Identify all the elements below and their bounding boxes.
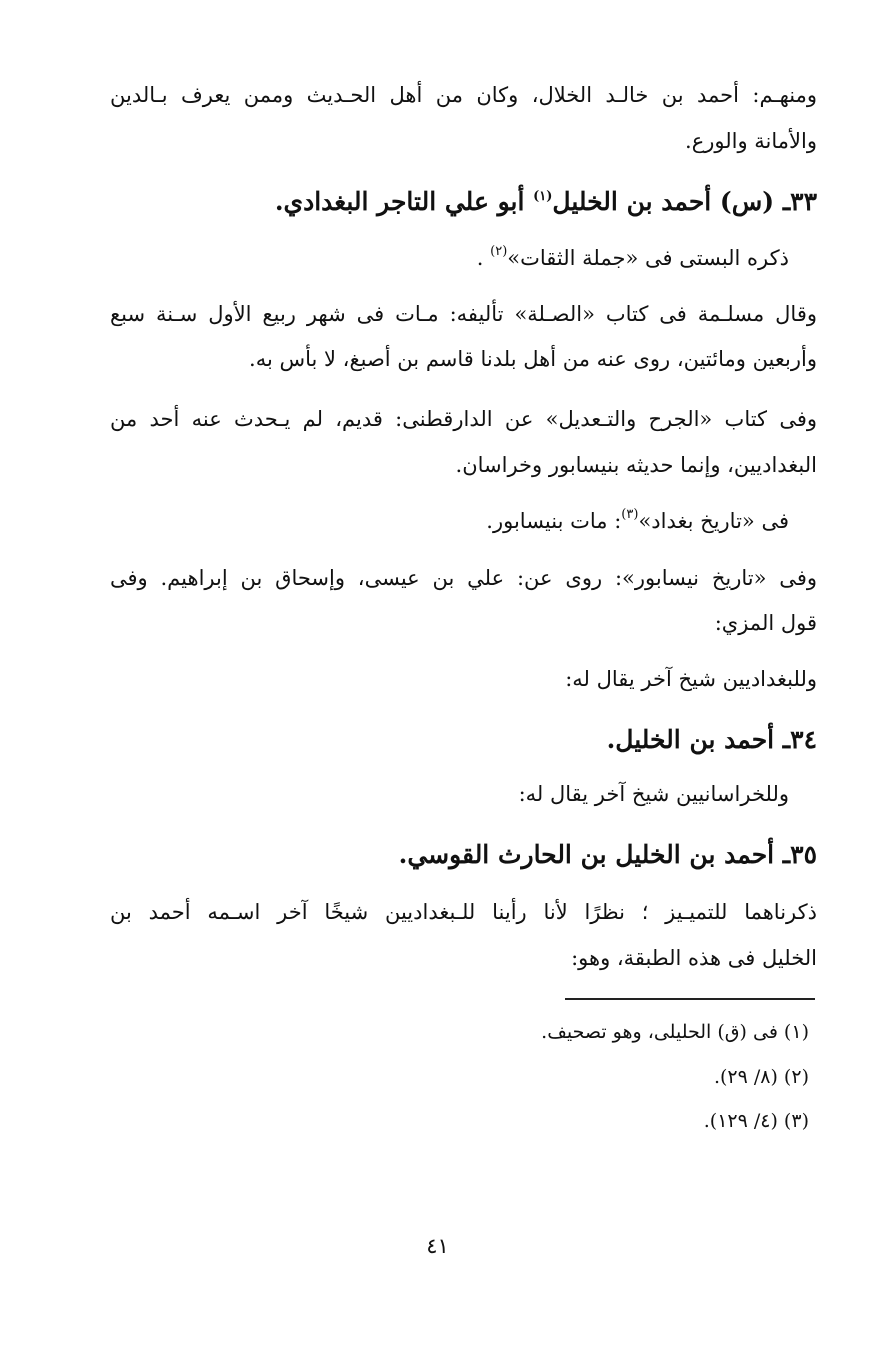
paragraph-line: وللخراسانيين شيخ آخر يقال له:: [518, 782, 789, 806]
footnote-1: (١) فى (ق) الحليلى، وهو تصحيف.: [541, 1021, 809, 1043]
paragraph-text: : مات بنيسابور.: [486, 509, 622, 533]
paragraph-line: وفى كتاب «الجرح والتـعديل» عن الدارقطنى: قديم، لم يـحدث عنه أحد من: [110, 407, 817, 431]
paragraph-text: ذكره البستى فى «جملة الثقات»: [507, 246, 789, 270]
footnote-3: (٣) (٤/ ١٢٩).: [703, 1110, 809, 1132]
page-number: ٤١: [426, 1234, 449, 1258]
paragraph-line: [477, 243, 789, 273]
entry-heading-33: [275, 183, 817, 221]
footnote-ref-3[interactable]: (٣): [621, 507, 639, 522]
paragraph-line: ومنهـم: أحمد بن خالـد الخلال، وكان من أهل الحـديث وممن يعرف بـالدين: [110, 83, 817, 107]
footnote-2: (٢) (٨/ ٢٩).: [713, 1066, 809, 1088]
paragraph-line: وقال مسلـمة فى كتاب «الصـلة» تأليفه: مـات فى شهر ربيع الأول سـنة سبع: [110, 302, 817, 326]
paragraph-line: وأربعين ومائتين، روى عنه من أهل بلدنا قاسم بن أصبغ، لا بأس به.: [249, 347, 817, 371]
entry-heading-35: ٣٥ـ أحمد بن الخليل بن الحارث القوسي.: [398, 840, 817, 869]
paragraph-line: [486, 506, 789, 536]
footnote-ref-1[interactable]: (١): [533, 189, 553, 204]
entry-heading-34: ٣٤ـ أحمد بن الخليل.: [606, 725, 817, 754]
heading-text: ٣٣ـ (س) أحمد بن الخليل: [552, 187, 817, 216]
paragraph-line: وفى «تاريخ نيسابور»: روى عن: علي بن عيسى، وإسحاق بن إبراهيم. وفى: [110, 566, 817, 590]
paragraph-line: الخليل فى هذه الطبقة، وهو:: [571, 946, 817, 970]
heading-text: أبو علي التاجر البغدادي.: [274, 187, 534, 216]
paragraph-line: البغداديين، وإنما حديثه بنيسابور وخراسان.: [455, 453, 817, 477]
paragraph-text: فى «تاريخ بغداد»: [638, 509, 789, 533]
paragraph-line: والأمانة والورع.: [685, 129, 817, 153]
paragraph-text: .: [476, 246, 491, 270]
paragraph-line: ذكرناهما للتميـيز ؛ نظرًا لأنا رأينا للـبغداديين شيخًا آخر اسـمه أحمد بن: [110, 900, 817, 924]
paragraph-line: وللبغداديين شيخ آخر يقال له:: [565, 667, 817, 691]
footnote-ref-2[interactable]: (٢): [490, 244, 508, 259]
footnote-separator: [565, 998, 815, 1000]
paragraph-line: قول المزي:: [714, 611, 817, 635]
